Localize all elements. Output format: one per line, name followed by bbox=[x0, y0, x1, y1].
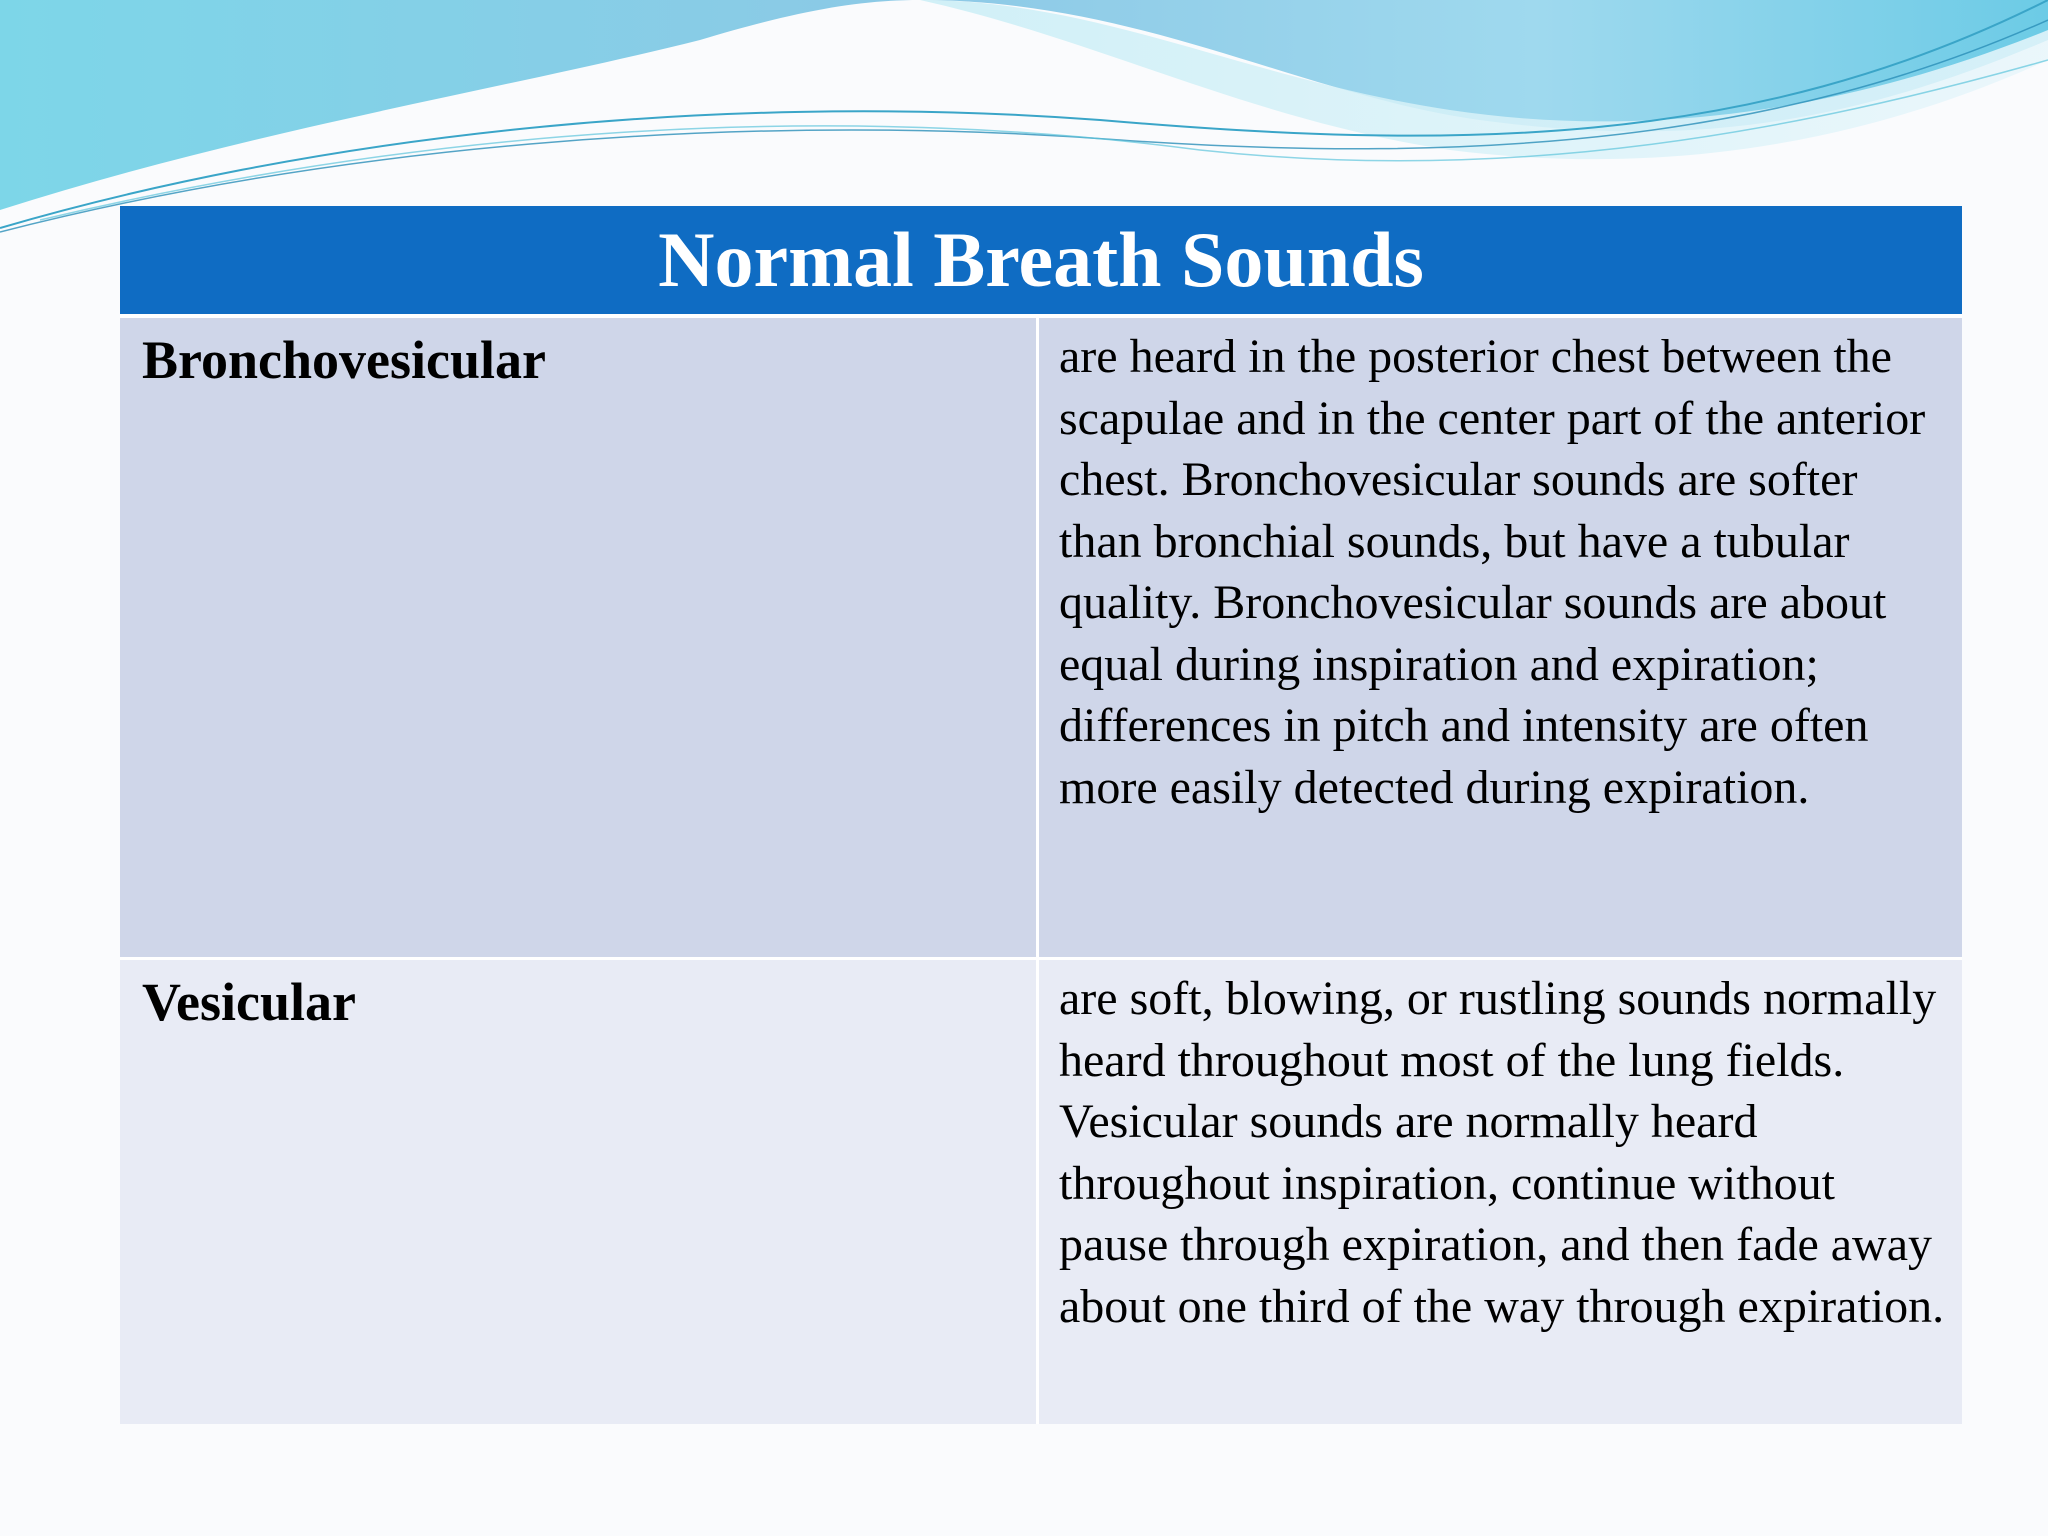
table-header-row bbox=[120, 206, 1962, 318]
breath-sounds-table bbox=[120, 206, 1962, 1424]
description-cell: are heard in the posterior chest between the scapulae and in the center part of the anterior chest. Bronchovesicular sounds are softer than bronchial sounds, but have a tubular quality. Bronchovesicular sounds are about equal during inspiration and expiration; differences in pitch and intensity are often more easily detected during expiration. bbox=[1039, 318, 1962, 960]
term-cell: Bronchovesicular bbox=[120, 318, 1039, 960]
table-row bbox=[120, 318, 1962, 960]
decorative-wave-banner bbox=[0, 0, 2048, 240]
slide-title: Normal Breath Sounds bbox=[120, 206, 1962, 318]
term-cell: Vesicular bbox=[120, 960, 1039, 1424]
table-row bbox=[120, 960, 1962, 1424]
description-cell: are soft, blowing, or rustling sounds normally heard throughout most of the lung fields. Vesicular sounds are normally heard throughout inspiration, continue without pause through expiration, and then fade away about one third of the way through expiration. bbox=[1039, 960, 1962, 1424]
